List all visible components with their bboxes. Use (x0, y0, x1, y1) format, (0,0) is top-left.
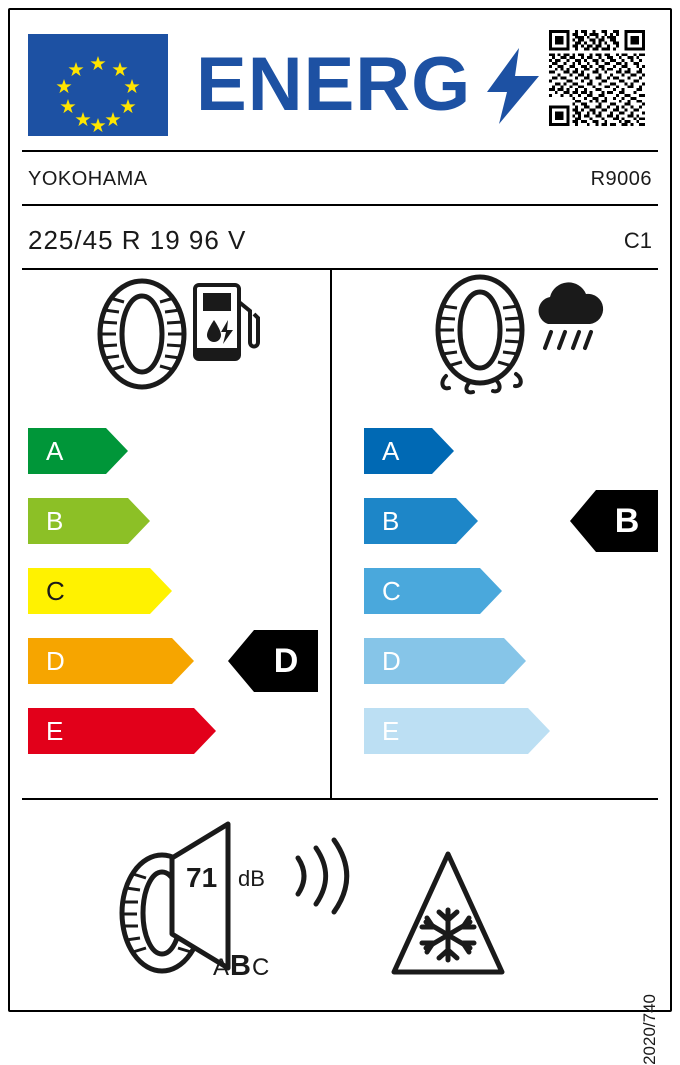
fuel-rating-pointer (228, 630, 318, 692)
noise-unit: dB (238, 866, 265, 891)
tyre-class: C1 (623, 228, 652, 253)
fuel-grade-row (28, 708, 216, 754)
divider-size (22, 268, 658, 270)
tyre-size: 225/45 R 19 96 V (28, 225, 247, 255)
fuel-grade-row (28, 428, 128, 474)
wet-grade-letter: E (382, 716, 400, 746)
wet-grade-row (364, 708, 550, 754)
tyre-wet-icon (430, 278, 542, 399)
lightning-bolt-icon (487, 48, 539, 124)
wet-grade-row (364, 428, 454, 474)
wet-grade-letter: B (382, 506, 400, 536)
fuel-pump-icon (192, 282, 260, 367)
page-title: ENERG (196, 42, 472, 127)
fuel-grade-letter: C (46, 576, 65, 606)
sound-waves-icon (290, 836, 354, 921)
brand-name: YOKOHAMA (28, 168, 148, 190)
fuel-grade-letter: D (46, 646, 65, 676)
noise-class-scale (213, 950, 270, 983)
fuel-grade-row (28, 498, 150, 544)
noise-class-c: C (251, 954, 271, 981)
divider-center (330, 268, 332, 798)
wet-grade-row (364, 568, 502, 614)
wet-grade-row (364, 498, 478, 544)
qr-code (549, 30, 645, 126)
fuel-grade-row (28, 568, 172, 614)
wet-grade-letter: C (382, 576, 401, 606)
fuel-rating-value: D (273, 642, 299, 680)
eu-flag (28, 34, 168, 136)
fuel-grade-letter: A (46, 436, 64, 466)
wet-grade-letter: D (382, 646, 401, 676)
divider-brand (22, 204, 658, 206)
divider-header (22, 150, 658, 152)
wet-grade-row (364, 638, 526, 684)
noise-class-selected: B (230, 950, 252, 982)
wet-rating-value: B (614, 502, 640, 540)
wet-grade-letter: A (382, 436, 400, 466)
snowflake-mountain-icon (388, 848, 508, 985)
tyre-icon (92, 278, 192, 395)
regulation-number: 2020/740 (640, 994, 659, 1065)
divider-noise (22, 798, 658, 800)
noise-value: 71 (186, 862, 218, 893)
noise-class-a: A (213, 954, 231, 981)
fuel-grade-letter: E (46, 716, 64, 746)
fuel-grade-row (28, 638, 194, 684)
wet-rating-pointer (570, 490, 658, 552)
rain-cloud-icon (528, 280, 608, 367)
model-name: R9006 (590, 168, 652, 190)
fuel-grade-letter: B (46, 506, 64, 536)
